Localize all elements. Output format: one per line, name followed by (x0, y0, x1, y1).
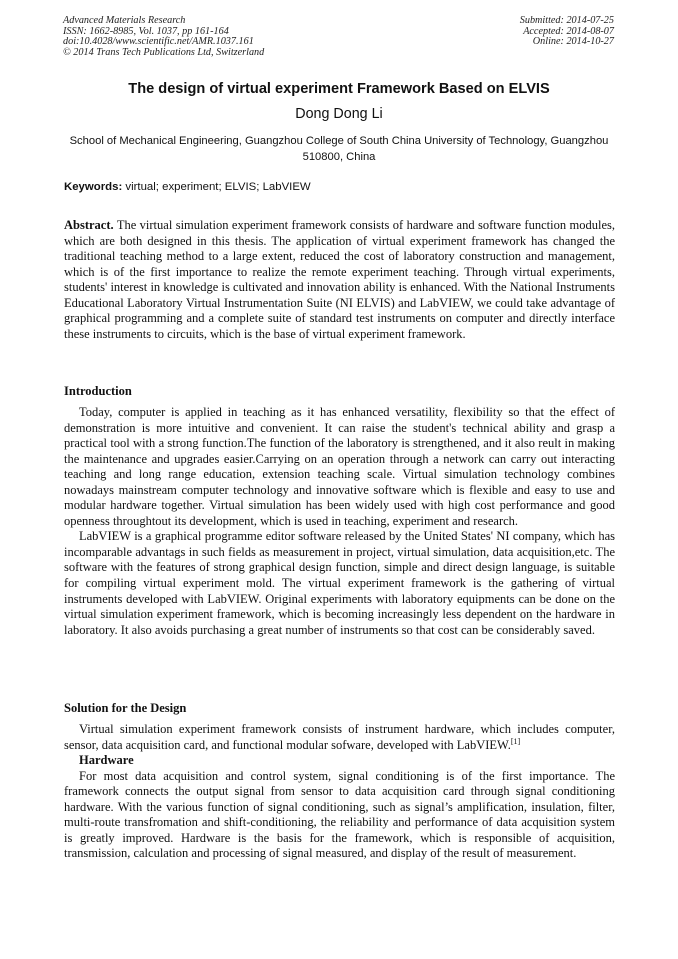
submitted-date: Submitted: 2014-07-25 (519, 15, 614, 26)
accepted-date: Accepted: 2014-08-07 (523, 25, 614, 37)
keywords-text: virtual; experiment; ELVIS; LabVIEW (125, 181, 311, 193)
abstract-label: Abstract. (64, 218, 114, 232)
journal-name: Advanced Materials Research (63, 15, 186, 26)
introduction-heading: Introduction (64, 384, 132, 398)
abstract-text: The virtual simulation experiment framework consists of hardware and software function modules, which are both designed in this thesis. The application of virtual experiment framework has changed the traditional teaching method to a large extent, reduced the cost of laboratory construction and management, which is of the first importance to realize the remote experiment teaching. Through virtual experiments, students' interest in knowledge is cultivated and innovation ability is enhanced. With the National Instruments Educational Laboratory Virtual Instrumentation Suite (NI ELVIS) and LabVIEW, we could take advantage of graphical programming and a complete suite of standard test instruments on computer and directly interface these instruments to circuits, which is the base of virtual experiment framework. (64, 218, 615, 341)
journal-issn: ISSN: 1662-8985, Vol. 1037, pp 161-164 (63, 25, 229, 37)
journal-info (63, 16, 264, 58)
author-name: Dong Dong Li (295, 106, 383, 122)
solution-paragraph-text: Virtual simulation experiment framework consists of instrument hardware, which includes computer, sensor, data acquisition card, and functional modular sofware, developed with LabVIEW. (64, 722, 615, 752)
abstract (64, 218, 615, 342)
author-affiliation: School of Mechanical Engineering, Guangzhou College of South China University of Technology, Guangzhou 510800, China (69, 135, 609, 164)
solution-body (64, 722, 615, 862)
intro-paragraph-2: LabVIEW is a graphical programme editor software released by the United States' NI company, which has incomparable advantags in such fields as measurement in project, virtual simulation, data acquisition,etc. The software with the features of strong graphical design function, simple and direct design language, is suitable for compiling virtual experiment mold. The virtual experiment framework is the gathering of virtual instruments developed with LabVIEW. Original experiments with laboratory equipments can be done on the virtual simulation experiment framework, which is becoming increasingly less dependent on the hardware in laboratory. It also avoids purchasing a great number of instruments so that cost can be considerably saved. (64, 529, 615, 637)
intro-paragraph-1: Today, computer is applied in teaching as it has enhanced versatility, flexibility so that the effect of demonstration is more intuitive and convenient. It can raise the student's technical ability and grasp a practical tool with a strong function.The function of the laboratory is strengthened, and it also reult in making the maintenance and upgrades easier.Carrying on an operation through a network can carry out interacting teaching and long range education, extension teaching scale. Virtual simulation technology combines nowadays mainstream computer technology and innovative software which is flexible and easy to use and modular hardware together. Virtual simulation has been widely used with high cost performance and good openness throughtout its development, which is used in teaching, experiment and research. (64, 405, 615, 528)
hardware-paragraph: For most data acquisition and control system, signal conditioning is of the first importance. The framework connects the output signal from sensor to data acquisition card through signal conditioning hardware. With the various function of signal conditioning, such as signal’s amplification, insulation, filter, multi-route transfromation and shift-conditioning, the reliability and performance of data acquisition system is greatly improved. Hardware is the basis for the framework, which is responsible of acquisition, transmission, calculation and processing of signal measured, and display of the result of measurement. (64, 768, 615, 861)
publication-dates (520, 16, 614, 48)
solution-paragraph (64, 722, 615, 753)
journal-copyright: © 2014 Trans Tech Publications Ltd, Switzerland (63, 46, 265, 58)
solution-heading: Solution for the Design (64, 701, 187, 715)
paper-title: The design of virtual experiment Framework Based on ELVIS (128, 81, 550, 97)
keywords (64, 181, 614, 193)
online-date: Online: 2014-10-27 (532, 36, 614, 48)
keywords-label: Keywords: (64, 181, 123, 193)
citation-ref[interactable]: [1] (510, 736, 521, 746)
introduction-body (64, 405, 615, 638)
journal-doi: doi:10.4028/www.scientific.net/AMR.1037.161 (63, 36, 254, 48)
hardware-subheading: Hardware (79, 753, 134, 768)
